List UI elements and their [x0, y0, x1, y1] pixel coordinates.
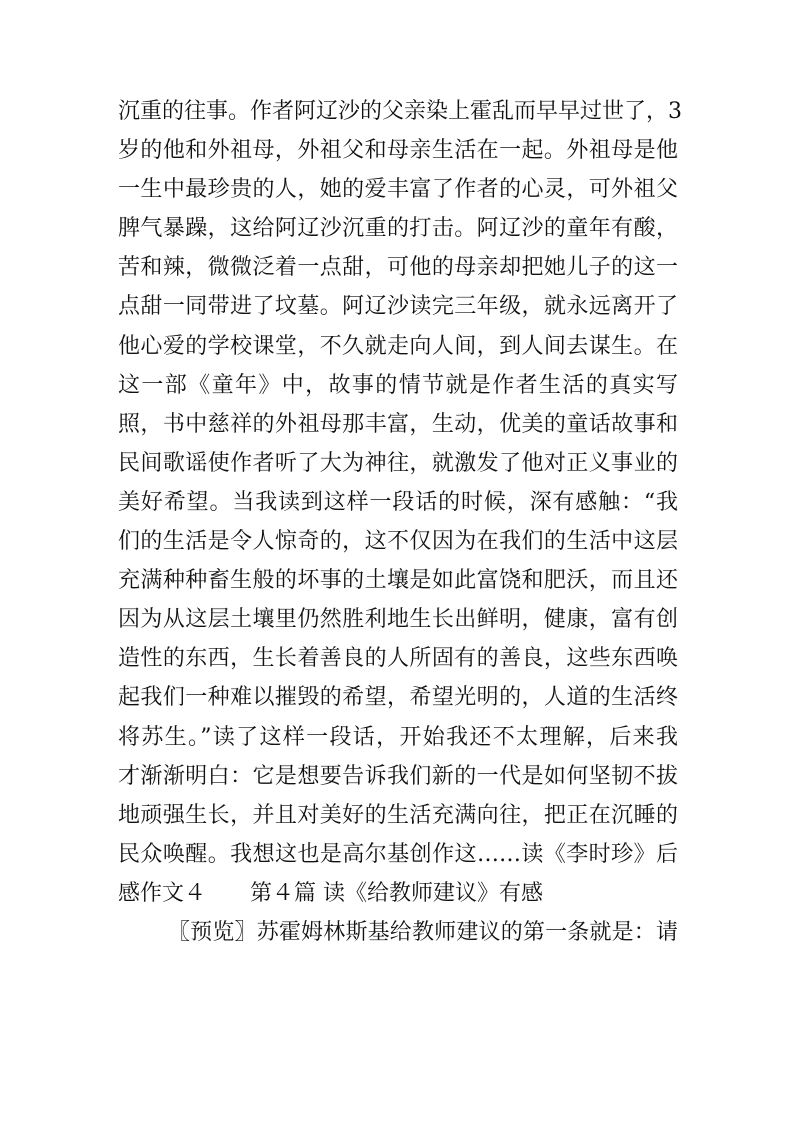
text-line-4: 脾气暴躁，这给阿辽沙沉重的打击。阿辽沙的童年有酸，	[118, 216, 678, 242]
text-line-2: 岁的他和外祖母，外祖父和母亲生活在一起。外祖母是他	[118, 138, 678, 164]
text-line-5: 苦和辣，微微泛着一点甜，可他的母亲却把她儿子的这一	[118, 255, 678, 281]
text-line-19: 地顽强生长，并且对美好的生活充满向往，把正在沉睡的	[118, 802, 678, 828]
text-line-12: 们的生活是令人惊奇的，这不仅因为在我们的生活中这层	[118, 529, 678, 555]
text-line-20: 民众唤醒。我想这也是高尔基创作这……读《李时珍》后	[118, 841, 678, 867]
preview-line: 〖预览〗苏霍姆林斯基给教师建议的第一条就是：请	[168, 919, 678, 945]
text-line-17: 将苏生。”读了这样一段话，开始我还不太理解，后来我	[118, 724, 678, 750]
text-line-7: 他心爱的学校课堂，不久就走向人间，到人间去谋生。在	[118, 333, 678, 359]
text-line-14: 因为从这层土壤里仍然胜利地生长出鲜明，健康，富有创	[118, 607, 678, 633]
text-line-8: 这一部《童年》中，故事的情节就是作者生活的真实写	[118, 372, 678, 398]
text-line-3: 一生中最珍贵的人，她的爱丰富了作者的心灵，可外祖父	[118, 177, 678, 203]
section-heading: 感作文４ 第４篇 读《给教师建议》有感	[118, 880, 543, 906]
body-text	[118, 92, 682, 952]
text-line-11: 美好希望。当我读到这样一段话的时候，深有感触：“我	[118, 489, 678, 515]
text-line-16: 起我们一种难以摧毁的希望，希望光明的，人道的生活终	[118, 685, 678, 711]
text-line-6: 点甜一同带进了坟墓。阿辽沙读完三年级，就永远离开了	[118, 294, 678, 320]
text-line-9: 照，书中慈祥的外祖母那丰富，生动，优美的童话故事和	[118, 411, 678, 437]
text-line-10: 民间歌谣使作者听了大为神往，就激发了他对正义事业的	[118, 450, 678, 476]
text-line-13: 充满种种畜生般的坏事的土壤是如此富饶和肥沃，而且还	[118, 568, 678, 594]
text-line-15: 造性的东西，生长着善良的人所固有的善良，这些东西唤	[118, 646, 678, 672]
text-line-1: 沉重的往事。作者阿辽沙的父亲染上霍乱而早早过世了，3	[118, 99, 682, 124]
text-line-18: 才渐渐明白：它是想要告诉我们新的一代是如何坚韧不拔	[118, 763, 678, 789]
